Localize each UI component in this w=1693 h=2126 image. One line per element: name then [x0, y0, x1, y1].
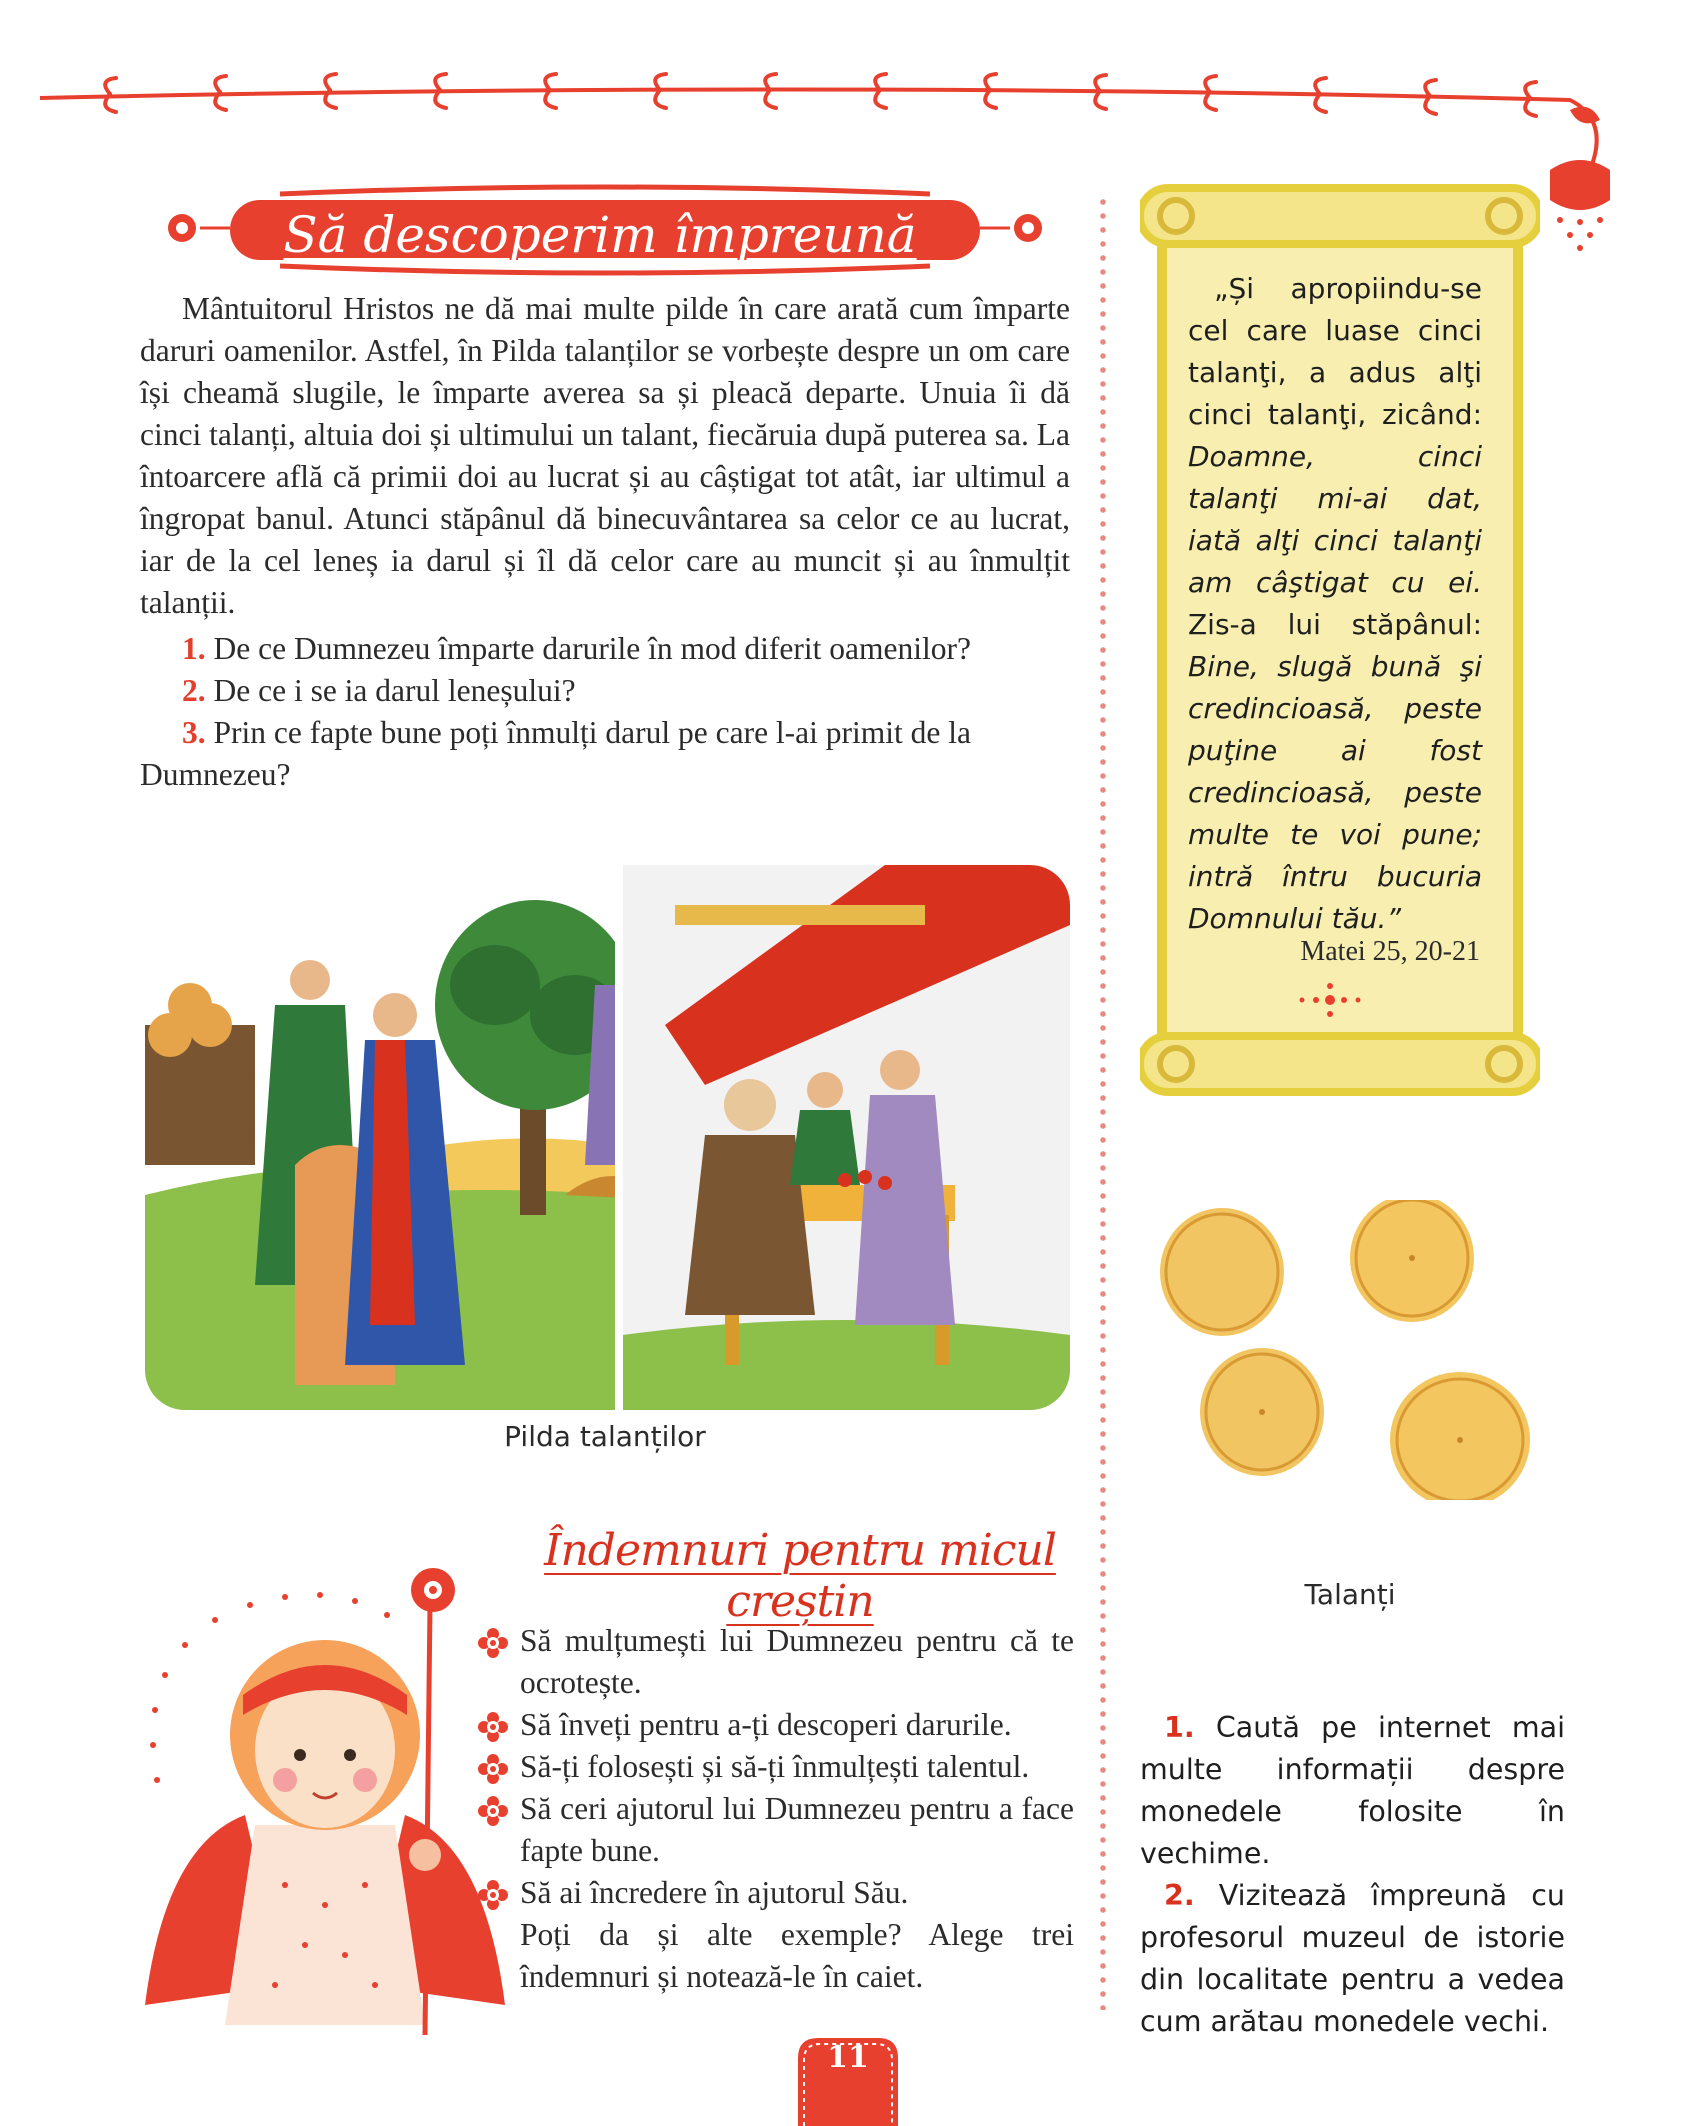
section-title: Să descoperim împreună — [283, 206, 917, 264]
parable-illustration — [145, 865, 1070, 1410]
advice-item: Să înveți pentru a-ți descoperi darurile. — [478, 1704, 1074, 1746]
activity-item: 2. Vizitează împreună cu profesorul muzeul de istorie din localitate pentru a vedea cum arătau monedele vechi. — [1140, 1879, 1565, 2038]
flower-bullet-icon — [478, 1880, 508, 1910]
question-item: 3. Prin ce fapte bune poți înmulți darul pe care l-ai primit de la Dumnezeu? — [140, 715, 971, 792]
intro-text — [140, 288, 1070, 624]
intro-paragraph: Mântuitorul Hristos ne dă mai multe pilde în care arată cum împarte daruri oamenilor. Astfel, în Pilda talanților se vorbește despre un om care își cheamă slugile, le împarte averea sa și pleacă departe. Unuia îi dă cinci talanți, altuia doi și ultimului un talant, fiecăruia după puterea sa. La întoarcere află că primii doi au lucrat și au câștigat tot atât, iar ultimul a îngropat banul. Atunci stăpânul dă binecuvântarea sa celor ce au lucrat, iar de la cel leneș ia darul și îl dă celor care au muncit și au înmulțit talanții. — [140, 291, 1070, 620]
question-item: 1. De ce Dumnezeu împarte darurile în mod diferit oamenilor? — [182, 631, 971, 666]
question-item: 2. De ce i se ia darul leneșului? — [182, 673, 576, 708]
flower-bullet-icon — [478, 1628, 508, 1658]
dotted-divider — [1100, 195, 1106, 2010]
advice-item: Să mulțumești lui Dumnezeu pentru că te ocrotește. — [478, 1620, 1074, 1704]
advice-list — [478, 1620, 1074, 1998]
activity-item: 1. Caută pe internet mai multe informații despre monedele folosite în vechime. — [1140, 1711, 1565, 1870]
flower-bullet-icon — [478, 1796, 508, 1826]
scripture-quote: „Și apropiindu-se cel care luase cinci talanţi, a adus alţi cinci talanţi, zicând: Doamne, cinci talanţi mi-ai dat, iată alţi cinci talanţi am câştigat cu ei. Zis-a lui stăpânul: Bine, slugă bună şi credincioasă, peste puţine ai fost credincioasă, peste multe te voi pune; intră întru bucuria Domnului tău.” — [1188, 272, 1482, 935]
page-number: 11 — [827, 2040, 869, 2075]
flower-bullet-icon — [478, 1754, 508, 1784]
questions-list — [140, 628, 1070, 796]
angel-illustration — [125, 1565, 525, 2075]
advice-extra-task: Poți da și alte exemple? Alege trei îndemnuri și notează-le în caiet. — [520, 1917, 1074, 1994]
coins-caption: Talanți — [1304, 1578, 1396, 1611]
flower-bullet-icon — [478, 1712, 508, 1742]
illustration-caption: Pilda talanților — [504, 1420, 706, 1453]
advice-item: Să ceri ajutorul lui Dumnezeu pentru a face fapte bune. — [478, 1788, 1074, 1872]
advice-item: Să ai încredere în ajutorul Său. — [478, 1872, 1074, 1914]
activities-list — [1140, 1707, 1565, 2043]
advice-item: Să-ți folosești și să-ți înmulțești talentul. — [478, 1746, 1074, 1788]
advice-title: Îndemnuri pentru micul creștin — [544, 1525, 1056, 1627]
quote-reference: Matei 25, 20-21 — [1300, 936, 1480, 967]
coins-illustration — [1150, 1200, 1550, 1500]
